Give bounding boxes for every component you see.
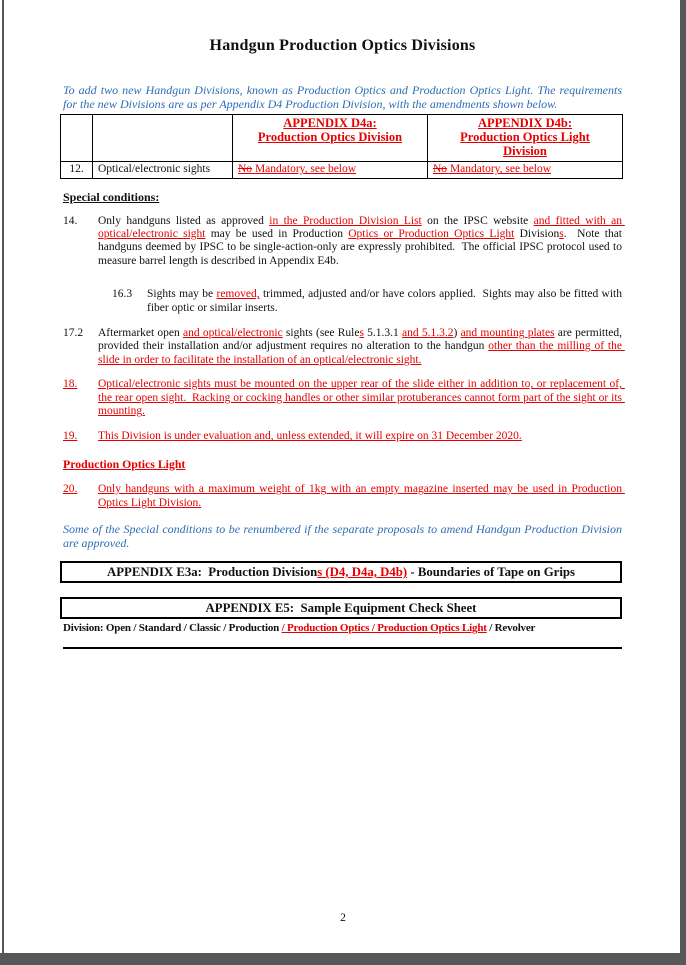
condition-item-17-2 (63, 327, 625, 367)
page-number: 2 (340, 912, 346, 924)
row-number: 12. (61, 162, 93, 179)
item-text: This Division is under evaluation and, unless extended, it will expire on 31 December 2020. (98, 430, 522, 443)
document-title: Handgun Production Optics Divisions (209, 37, 476, 54)
appendix-d4b-header: APPENDIX D4b: Production Optics Light Division (428, 115, 623, 162)
item-text: Aftermarket open and optical/electronic sights (see Rules 5.1.3.1 and 5.1.3.2) and mounting plates are permitted, provided their installation and/or adjustment requires no alteration to the handgun other than the milling of the slide in order to facilitate the installation of an optical/electronic sight. (98, 327, 625, 366)
condition-item-18 (63, 378, 625, 418)
item-number: 19. (63, 430, 78, 443)
header-empty-cell-1 (61, 115, 93, 162)
condition-item-20 (63, 483, 625, 510)
item-number: 16.3 (112, 288, 133, 301)
page-bottom-edge (0, 953, 686, 965)
condition-item-19 (63, 430, 622, 443)
page-right-edge (680, 0, 686, 965)
row-d4a-value: No Mandatory, see below (233, 162, 428, 179)
appendix-e3a-box: APPENDIX E3a: Production Divisions (D4, D4a, D4b) - Boundaries of Tape on Grips (60, 561, 622, 583)
appendix-d4a-header: APPENDIX D4a: Production Optics Division (233, 115, 428, 162)
appendix-e5-box: APPENDIX E5: Sample Equipment Check Sheet (60, 597, 622, 619)
production-optics-light-heading: Production Optics Light (63, 456, 186, 471)
condition-item-16-3 (112, 288, 625, 315)
horizontal-rule (63, 647, 622, 649)
item-number: 18. (63, 378, 78, 391)
division-options-line: Division: Open / Standard / Classic / Production / Production Optics / Production Optics Light / Revolver (63, 622, 536, 635)
table-header-row (61, 115, 623, 162)
item-number: 20. (63, 483, 78, 496)
item-text: Only handguns with a maximum weight of 1kg with an empty magazine inserted may be used in Production Optics Light Division. (98, 483, 625, 509)
special-conditions-heading: Special conditions: (63, 190, 160, 205)
divisions-comparison-table (60, 114, 623, 179)
renumber-note: Some of the Special conditions to be renumbered if the separate proposals to amend Handgun Production Division are approved. (63, 522, 625, 550)
header-empty-cell-2 (93, 115, 233, 162)
condition-item-14 (63, 214, 625, 269)
table-row (61, 162, 623, 179)
row-label: Optical/electronic sights (93, 162, 233, 179)
item-text: Sights may be removed, trimmed, adjusted and/or have colors applied. Sights may also be fitted with fiber optic or similar inserts. (147, 288, 625, 314)
page-left-edge (2, 0, 4, 953)
item-text: Only handguns listed as approved in the Production Division List on the IPSC website and fitted with an optical/electronic sight may be used in Production Optics or Production Optics Light Divisions. Note that handguns deemed by IPSC to be single-action-only are expressly prohibited. The official IPSC protocol used to measure barrel length is described in Appendix E4b. (98, 214, 625, 267)
row-d4b-value: No Mandatory, see below (428, 162, 623, 179)
page-content (63, 0, 625, 649)
intro-note: To add two new Handgun Divisions, known as Production Optics and Production Optics Light. The requirements for the new Divisions are as per Appendix D4 Production Division, with the amendments shown below. (63, 83, 625, 111)
item-text: Optical/electronic sights must be mounted on the upper rear of the slide either in addition to, or replacement of, the rear open sight. Racking or cocking handles or other similar protuberances cannot form part of the sight or its mounting. (98, 378, 625, 418)
item-number: 17.2 (63, 327, 84, 340)
item-number: 14. (63, 214, 78, 227)
